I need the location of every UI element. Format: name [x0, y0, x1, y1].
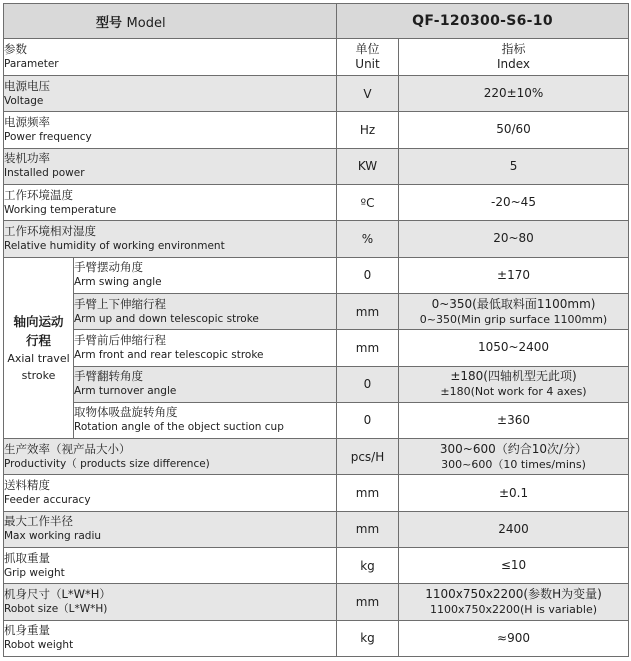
- param-cn: 机身重量: [4, 623, 50, 638]
- parameter-header-en: Parameter: [4, 58, 59, 70]
- table-row: [4, 439, 629, 475]
- param-cell: [4, 548, 337, 584]
- value-line: 300~600（约合10次/分）: [439, 441, 588, 456]
- param-cn: 机身尺寸（L*W*H）: [4, 587, 111, 602]
- unit-cell: mm: [337, 584, 399, 620]
- unit-cell: %: [337, 221, 399, 257]
- value-cell: [399, 330, 629, 366]
- unit-cell: Hz: [337, 112, 399, 148]
- param-cn: 生产效率（视产品大小）: [4, 441, 131, 456]
- param-cell: [4, 221, 337, 257]
- param-en: Power frequency: [4, 130, 92, 143]
- header-row: [4, 4, 629, 39]
- value-line: ±0.1: [498, 485, 529, 500]
- value-line: 0~350(最低取料面1100mm): [431, 296, 596, 311]
- param-cn: 抓取重量: [4, 550, 50, 565]
- param-en: Working temperature: [4, 203, 117, 216]
- param-cell: [4, 511, 337, 547]
- table-row: [4, 402, 629, 438]
- param-cell: [4, 439, 337, 475]
- param-cell: [74, 330, 337, 366]
- model-label: [4, 4, 337, 39]
- table-row: [4, 257, 629, 293]
- value-cell: [399, 475, 629, 511]
- param-cell: [4, 620, 337, 656]
- unit-cell: mm: [337, 511, 399, 547]
- value-cell: [399, 366, 629, 402]
- table-row: [4, 511, 629, 547]
- value-cell: [399, 548, 629, 584]
- unit-cell: V: [337, 76, 399, 112]
- param-en: Feeder accuracy: [4, 494, 91, 507]
- table-row: [4, 112, 629, 148]
- param-en: Rotation angle of the object suction cup: [74, 421, 284, 434]
- param-cn: 最大工作半径: [4, 514, 73, 529]
- unit-header-cn: 单位: [355, 42, 380, 56]
- param-cn: 工作环境温度: [4, 187, 73, 202]
- axial-travel-group: [4, 257, 74, 439]
- param-cn: 电源电压: [4, 78, 50, 93]
- param-cn: 手臂前后伸缩行程: [74, 332, 166, 347]
- model-label-cn: 型号: [96, 15, 123, 31]
- param-cell: [4, 184, 337, 220]
- unit-cell: mm: [337, 330, 399, 366]
- value-cell: 20~80: [399, 221, 629, 257]
- unit-cell: kg: [337, 620, 399, 656]
- value-line: ≈900: [497, 630, 530, 645]
- table-row: [4, 148, 629, 184]
- table-row: [4, 548, 629, 584]
- value-cell: [399, 293, 629, 329]
- column-header-row: [4, 39, 629, 76]
- unit-cell: 0: [337, 402, 399, 438]
- param-en: Grip weight: [4, 566, 65, 579]
- unit-cell: mm: [337, 293, 399, 329]
- unit-cell: mm: [337, 475, 399, 511]
- param-cell: [74, 293, 337, 329]
- param-cn: 电源频率: [4, 114, 50, 129]
- param-en: Productivity（ products size difference): [4, 457, 210, 470]
- param-cell: [74, 402, 337, 438]
- value-line: ≤10: [500, 558, 527, 573]
- param-en: Robot weight: [4, 639, 74, 652]
- param-en: Relative humidity of working environment: [4, 239, 225, 252]
- index-header-cn: 指标: [501, 42, 526, 56]
- param-cn: 取物体吸盘旋转角度: [74, 405, 178, 420]
- value-cell: [399, 620, 629, 656]
- value-line-2: 0~350(Min grip surface 1100mm): [419, 312, 608, 326]
- param-cn: 手臂上下伸缩行程: [74, 296, 166, 311]
- value-line-2: ±180(Not work for 4 axes): [440, 385, 587, 399]
- model-value: QF-120300-S6-10: [337, 4, 629, 39]
- table-row: [4, 221, 629, 257]
- table-row: [4, 330, 629, 366]
- value-cell: [399, 511, 629, 547]
- value-cell: [399, 402, 629, 438]
- parameter-header: [4, 39, 337, 76]
- param-en: Installed power: [4, 167, 85, 180]
- table-row: [4, 76, 629, 112]
- param-cell: [4, 112, 337, 148]
- param-cell: [74, 257, 337, 293]
- index-header: [399, 39, 629, 76]
- group-en-2: stroke: [21, 368, 56, 382]
- param-cn: 手臂翻转角度: [74, 369, 143, 384]
- param-cn: 送料精度: [4, 478, 50, 493]
- param-cell: [4, 76, 337, 112]
- param-cell: [4, 475, 337, 511]
- param-en: Voltage: [4, 94, 44, 107]
- param-en: Robot size（L*W*H): [4, 603, 108, 616]
- group-cn-2: 行程: [25, 332, 51, 348]
- param-cell: [4, 148, 337, 184]
- model-label-en: Model: [126, 15, 166, 31]
- table-row: [4, 584, 629, 620]
- value-cell: [399, 584, 629, 620]
- unit-cell: kg: [337, 548, 399, 584]
- value-cell: 50/60: [399, 112, 629, 148]
- unit-header-en: Unit: [355, 57, 380, 71]
- value-line: ±360: [497, 412, 530, 427]
- index-header-en: Index: [496, 57, 531, 71]
- unit-cell: pcs/H: [337, 439, 399, 475]
- table-row: [4, 293, 629, 329]
- value-cell: -20~45: [399, 184, 629, 220]
- table-row: [4, 184, 629, 220]
- value-line: ±180(四轴机型无此项): [450, 369, 577, 384]
- parameter-header-cn: 参数: [4, 42, 27, 56]
- value-cell: 220±10%: [399, 76, 629, 112]
- table-row: [4, 620, 629, 656]
- value-line: 1050~2400: [477, 340, 550, 355]
- param-en: Arm turnover angle: [74, 385, 177, 398]
- table-row: [4, 366, 629, 402]
- group-en-1: Axial travel: [7, 351, 70, 365]
- param-cn: 手臂摆动角度: [74, 260, 143, 275]
- table-row: [4, 475, 629, 511]
- value-cell: [399, 257, 629, 293]
- unit-cell: ºC: [337, 184, 399, 220]
- value-line: ±170: [497, 267, 530, 282]
- param-en: Arm up and down telescopic stroke: [74, 312, 259, 325]
- value-line-2: 1100x750x2200(H is variable): [430, 603, 598, 617]
- param-en: Arm swing angle: [74, 276, 162, 289]
- spec-table: [3, 3, 629, 657]
- value-line: 1100x750x2200(参数H为变量): [425, 587, 602, 602]
- unit-cell: 0: [337, 366, 399, 402]
- value-line: 2400: [498, 521, 529, 536]
- unit-header: [337, 39, 399, 76]
- param-cell: [4, 584, 337, 620]
- param-en: Arm front and rear telescopic stroke: [74, 348, 264, 361]
- unit-cell: 0: [337, 257, 399, 293]
- param-cn: 工作环境相对湿度: [4, 223, 96, 238]
- param-cn: 装机功率: [4, 151, 50, 166]
- value-cell: [399, 439, 629, 475]
- value-cell: 5: [399, 148, 629, 184]
- value-line-2: 300~600（10 times/mins): [441, 457, 586, 471]
- group-cn-1: 轴向运动: [13, 313, 64, 329]
- param-cell: [74, 366, 337, 402]
- param-en: Max working radiu: [4, 530, 102, 543]
- unit-cell: KW: [337, 148, 399, 184]
